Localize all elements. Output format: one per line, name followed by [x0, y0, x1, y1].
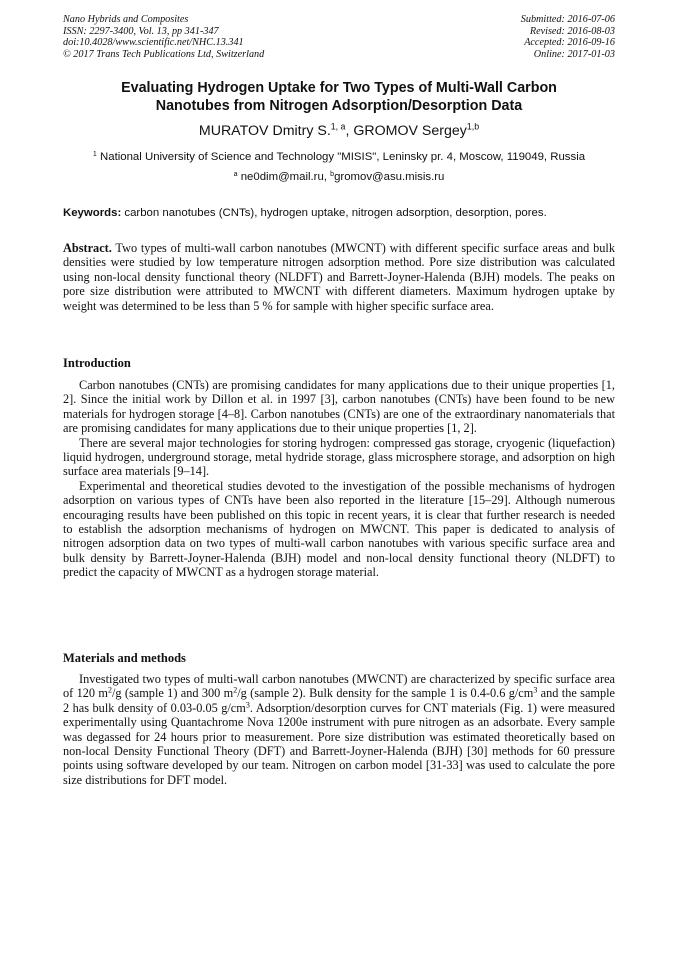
publication-dates — [521, 14, 615, 60]
keywords-text: carbon nanotubes (CNTs), hydrogen uptake, nitrogen adsorption, desorption, pores. — [121, 207, 547, 219]
affiliation — [63, 150, 615, 164]
superscript-2: 2 — [107, 686, 112, 696]
abstract-label: Abstract. — [63, 241, 112, 255]
journal-copyright: © 2017 Trans Tech Publications Ltd, Switzerland — [63, 48, 265, 60]
introduction-heading: Introduction — [63, 356, 131, 370]
abstract-text: Two types of multi-wall carbon nanotubes (MWCNT) with different specific surface areas and bulk densities were studied by low temperature nitrogen adsorption method. Pore size distribution was calculated using non-local density functional theory (NLDFT) and Barrett-Joyner-Halenda (BJH) models. The peaks on pore size distribution were attributed to MWCNT with different diameters. Maximum hydrogen uptake by weight was determined to be less than 5 % for sample with higher specific surface area. — [63, 241, 615, 313]
methods-text-1: Investigated two types of multi-wall carbon nanotubes (MWCNT) are characterized by specific surface area of 120 m — [63, 672, 615, 701]
methods-text-5: . Adsorption/desorption curves for CNT materials (Fig. 1) were measured experimentally using Quantachrome Nova 1200e instrument with pure nitrogen as an adsorbate. Every sample was degassed for 24 hours prior to measurement. Pore size distribution was estimated theoretically based on non-local Density Functional Theory (DFT) and Barrett-Joyner-Halenda (BJH) [30] methods for 60 pressure points using software developed by our team. Nitrogen on carbon model [31-33] was used to calculate the pore size distributions for DFT model. — [63, 700, 615, 787]
author-separator: , — [345, 123, 354, 139]
paper-title — [63, 80, 615, 115]
introduction-body — [63, 378, 615, 580]
author-list — [63, 123, 615, 140]
email-mark-a: a — [233, 170, 238, 178]
author-2-affil-mark: 1,b — [466, 121, 480, 132]
email-b: gromov@asu.misis.ru — [334, 171, 445, 183]
email-mark-b: b — [330, 170, 335, 178]
date-online: Online: 2017-01-03 — [533, 48, 615, 60]
email-a: ne0dim@mail.ru, — [237, 171, 331, 183]
introduction-paragraph-2: There are several major technologies for storing hydrogen: compressed gas storage, cryogenic (liquefaction) liquid hydrogen, underground storage, metal hydride storage, glass microsphere storage, and adsorption on high surface area materials [9–14]. — [63, 435, 615, 479]
introduction-paragraph-1: Carbon nanotubes (CNTs) are promising candidates for many applications due to their unique properties [1, 2]. Since the initial work by Dillon et al. in 1997 [3], carbon nanotubes (CNTs) have been found to be new materials for hydrogen storage [4–8]. Carbon nanotubes (CNTs) are one of the extraordinary nanomaterials that are promising candidates for many applications due to their unique properties [1, 2]. — [63, 378, 615, 436]
date-submitted: Submitted: 2016-07-06 — [520, 14, 615, 25]
author-emails — [63, 170, 615, 184]
superscript-3: 3 — [533, 686, 538, 696]
journal-info — [63, 14, 264, 60]
keywords — [63, 206, 615, 220]
methods-paragraph-1 — [63, 672, 615, 787]
methods-heading: Materials and methods — [63, 651, 186, 665]
title-line-1: Evaluating Hydrogen Uptake for Two Types of Multi-Wall Carbon — [121, 80, 557, 96]
affiliation-mark: 1 — [92, 150, 97, 158]
methods-text-3: /g (sample 2). Bulk density for the sample 1 is 0.4-0.6 g/cm — [237, 686, 534, 701]
journal-issn: ISSN: 2297-3400, Vol. 13, pp 341-347 — [63, 25, 219, 37]
journal-header — [63, 14, 615, 60]
author-1: MURATOV Dmitry S. — [198, 123, 331, 139]
date-accepted: Accepted: 2016-09-16 — [524, 37, 615, 48]
keywords-label: Keywords: — [63, 207, 122, 219]
abstract — [63, 241, 615, 313]
methods-text-2: /g (sample 1) and 300 m — [111, 686, 234, 701]
methods-text-4: and the sample 2 has bulk density of 0.03-0.05 g/cm — [63, 686, 615, 715]
superscript-3b: 3 — [245, 700, 250, 710]
date-revised: Revised: 2016-08-03 — [529, 25, 615, 37]
superscript-2b: 2 — [233, 686, 238, 696]
title-line-2: Nanotubes from Nitrogen Adsorption/Desorption Data — [155, 97, 523, 114]
affiliation-text: National University of Science and Technology "MISIS", Leninsky pr. 4, Moscow, 119049, Russia — [96, 151, 586, 163]
author-1-affil-mark: 1, a — [330, 121, 346, 132]
introduction-paragraph-3: Experimental and theoretical studies devoted to the investigation of the possible mechanisms of hydrogen adsorption on various types of CNTs have been also reported in the literature [15–29]. Although numerous encouraging results have been published on this topic in recent years, it is clear that further research is needed to establish the adsorption mechanisms of hydrogen on MWCNT. This paper is dedicated to analysis of nitrogen adsorption data on two types of multi-wall carbon nanotubes with various specific surface area and bulk density by Barrett-Joyner-Halenda (BJH) model and non-local density functional theory (NLDFT) to predict the capacity of MWCNT as a hydrogen storage material. — [63, 478, 615, 580]
journal-doi: doi:10.4028/www.scientific.net/NHC.13.341 — [63, 37, 244, 48]
journal-name: Nano Hybrids and Composites — [63, 14, 189, 25]
methods-body — [63, 672, 615, 787]
author-2: GROMOV Sergey — [353, 123, 467, 139]
